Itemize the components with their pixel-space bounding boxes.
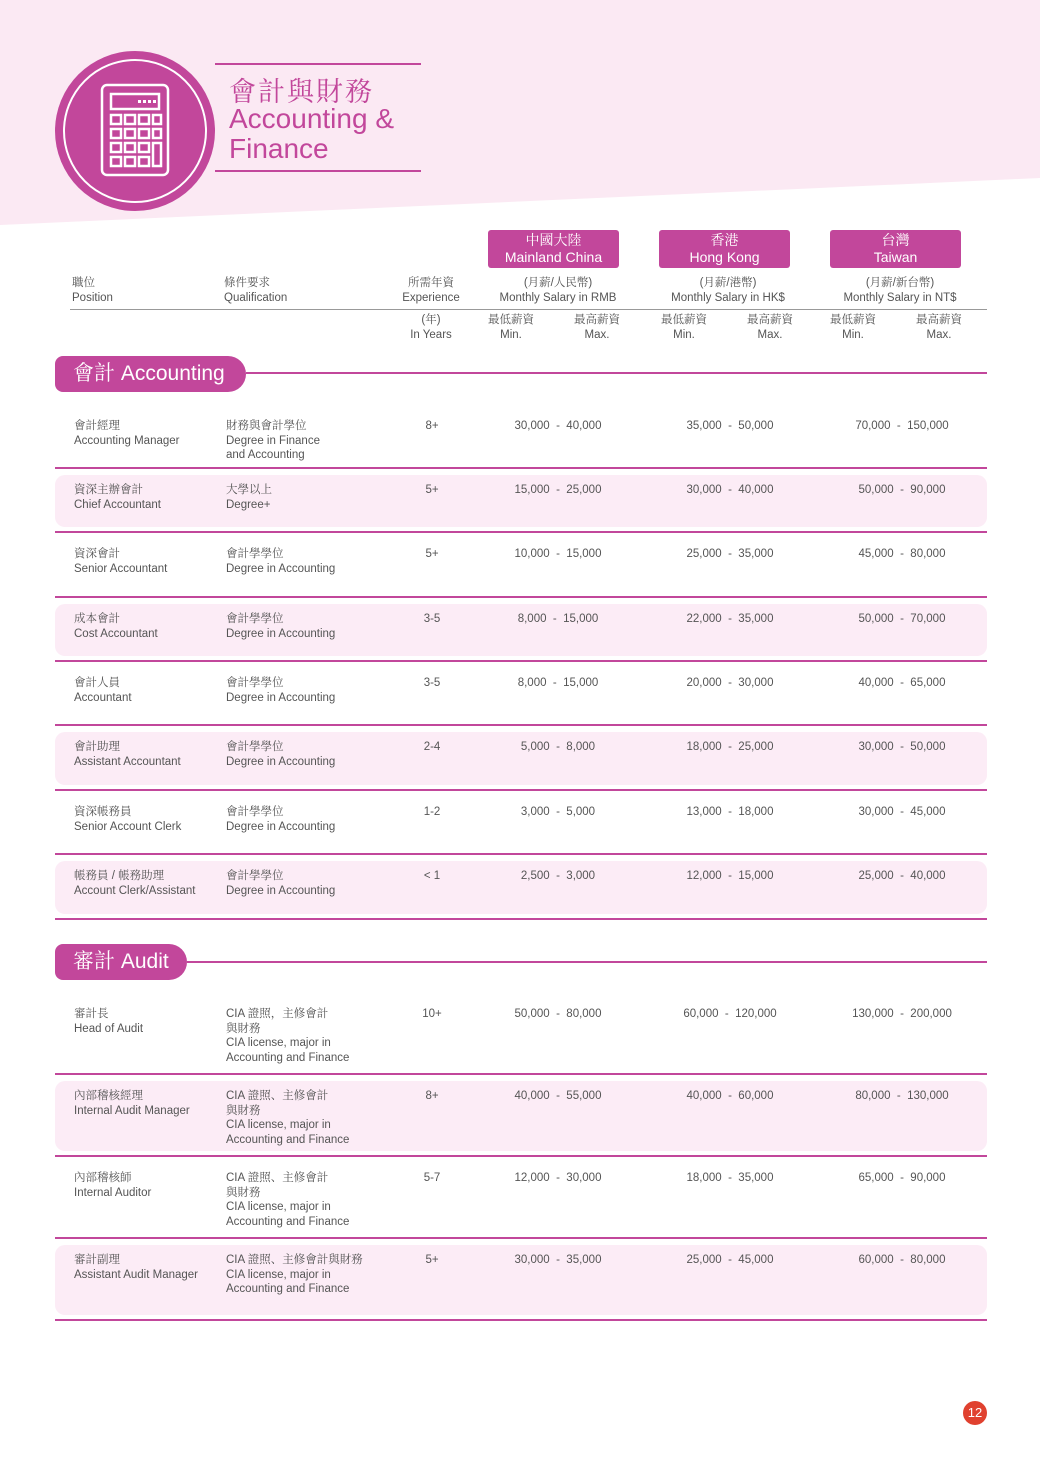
salary-mainland-china: 30,000 - 40,000 — [514, 420, 602, 432]
page-title-en-line2: Finance — [229, 133, 329, 164]
header-divider — [70, 309, 987, 310]
experience-cell: 1-2 — [423, 806, 441, 818]
position-cn: 內部稽核師 — [74, 1172, 132, 1184]
qualification-line: Degree in Accounting — [226, 627, 336, 640]
position-en: Senior Account Clerk — [74, 820, 182, 833]
position-cell — [74, 547, 224, 576]
table-row — [55, 993, 987, 1075]
position-cell — [74, 805, 224, 834]
qualification-line: and Accounting — [226, 449, 305, 461]
qualification-line: 與財務 — [226, 1022, 261, 1035]
header-max — [910, 313, 968, 343]
salary-taiwan: 50,000 - 90,000 — [858, 484, 946, 496]
qualification-line: Accounting and Finance — [226, 1051, 350, 1064]
position-cell — [74, 676, 224, 705]
header-position-cn: 職位 — [72, 277, 95, 289]
salary-taiwan: 50,000 - 70,000 — [858, 613, 946, 625]
min-cn: 最低薪資 — [830, 314, 876, 326]
qualification-line: Degree in Accounting — [226, 691, 336, 704]
salary-unit-cn: (月薪/人民幣) — [523, 277, 593, 289]
region-en: Hong Kong — [689, 249, 760, 265]
region-label-taiwan — [830, 230, 961, 268]
region-label-hong-kong — [659, 230, 790, 268]
qualification-cell — [226, 805, 376, 834]
header-position-en: Position — [72, 292, 113, 304]
max-cn: 最高薪資 — [916, 314, 962, 326]
qualification-cell — [226, 676, 376, 705]
salary-hong-kong: 13,000 - 18,000 — [686, 806, 774, 818]
region-en: Taiwan — [873, 249, 918, 265]
header-salary-rmb — [478, 276, 638, 306]
salary-hong-kong: 12,000 - 15,000 — [686, 870, 774, 882]
max-cn: 最高薪資 — [747, 314, 793, 326]
position-cell — [74, 869, 224, 898]
experience-cell: 8+ — [425, 1090, 439, 1102]
salary-unit-cn: (月薪/港幣) — [699, 277, 757, 289]
qualification-line: 會計學學位 — [226, 677, 284, 689]
salary-mainland-china: 8,000 - 15,000 — [517, 677, 599, 689]
header-experience — [396, 276, 466, 306]
qualification-line: 會計學學位 — [226, 870, 284, 882]
table-row — [55, 405, 987, 469]
position-en: Accounting Manager — [74, 434, 180, 447]
salary-mainland-china: 10,000 - 15,000 — [514, 548, 602, 560]
qualification-line: Degree+ — [226, 498, 271, 511]
min-en: Min. — [500, 329, 522, 341]
table-row — [55, 1075, 987, 1157]
position-cn: 帳務員 / 帳務助理 — [74, 870, 165, 882]
salary-hong-kong: 35,000 - 50,000 — [686, 420, 774, 432]
experience-cell: 8+ — [425, 420, 439, 432]
salary-hong-kong: 30,000 - 40,000 — [686, 484, 774, 496]
qualification-line: 會計學學位 — [226, 613, 284, 625]
position-cn: 會計人員 — [74, 677, 120, 689]
row-divider — [55, 1319, 987, 1321]
page-title-en — [229, 104, 394, 164]
salary-unit-cn: (月薪/新台幣) — [865, 277, 935, 289]
table-row — [55, 791, 987, 855]
position-en: Cost Accountant — [74, 627, 158, 640]
position-en: Chief Accountant — [74, 498, 161, 511]
qualification-line: 會計學學位 — [226, 741, 284, 753]
salary-hong-kong: 40,000 - 60,000 — [686, 1090, 774, 1102]
table-row — [55, 533, 987, 598]
header-salary-ntd — [820, 276, 980, 306]
position-cell — [74, 1253, 224, 1282]
salary-mainland-china: 8,000 - 15,000 — [517, 613, 599, 625]
position-cn: 資深會計 — [74, 548, 120, 560]
header-experience-en: Experience — [402, 292, 460, 304]
section-title-accounting: 會計 Accounting — [55, 356, 246, 392]
salary-unit-en: Monthly Salary in NT$ — [843, 292, 957, 304]
qualification-line: Accounting and Finance — [226, 1215, 350, 1228]
position-en: Head of Audit — [74, 1022, 144, 1035]
salary-hong-kong: 22,000 - 35,000 — [686, 613, 774, 625]
salary-unit-en: Monthly Salary in RMB — [499, 292, 617, 304]
experience-cell: < 1 — [423, 870, 441, 882]
region-cn: 中國大陸 — [525, 232, 582, 248]
region-cn: 香港 — [710, 232, 739, 248]
page-title-cn: 會計與財務 — [229, 77, 374, 107]
salary-taiwan: 30,000 - 50,000 — [858, 741, 946, 753]
salary-taiwan: 65,000 - 90,000 — [858, 1172, 946, 1184]
min-cn: 最低薪資 — [488, 314, 534, 326]
qualification-line: CIA 證照、主修會計 — [226, 1090, 329, 1102]
min-cn: 最低薪資 — [661, 314, 707, 326]
position-cell — [74, 1171, 224, 1200]
header-in-years — [396, 313, 466, 343]
header-min — [824, 313, 882, 343]
experience-cell: 10+ — [422, 1008, 442, 1020]
salary-taiwan: 70,000 - 150,000 — [855, 420, 949, 432]
qualification-line: CIA 證照、主修會計 — [226, 1172, 329, 1184]
calculator-icon — [55, 50, 215, 212]
page-number: 12 — [963, 1401, 987, 1425]
position-en: Accountant — [74, 691, 132, 704]
qualification-line: 與財務 — [226, 1186, 261, 1199]
qualification-line: Degree in Accounting — [226, 884, 336, 897]
position-cn: 成本會計 — [74, 613, 120, 625]
header-min — [655, 313, 713, 343]
position-cn: 資深帳務員 — [74, 806, 132, 818]
qualification-line: CIA 證照，主修會計 — [226, 1008, 329, 1020]
salary-hong-kong: 18,000 - 35,000 — [686, 1172, 774, 1184]
qualification-line: CIA license, major in — [226, 1119, 331, 1131]
position-cell — [74, 740, 224, 769]
header-max — [568, 313, 626, 343]
table-row — [55, 469, 987, 533]
qualification-line: 會計學學位 — [226, 806, 284, 818]
position-cell — [74, 612, 224, 641]
qualification-cell — [226, 547, 376, 576]
max-en: Max. — [757, 329, 783, 341]
salary-hong-kong: 25,000 - 35,000 — [686, 548, 774, 560]
table-row — [55, 855, 987, 920]
qualification-cell — [226, 419, 376, 463]
position-cell — [74, 419, 224, 448]
salary-taiwan: 40,000 - 65,000 — [858, 677, 946, 689]
title-top-rule — [215, 63, 421, 65]
salary-mainland-china: 5,000 - 8,000 — [520, 741, 596, 753]
salary-hong-kong: 60,000 - 120,000 — [683, 1008, 777, 1020]
experience-cell: 5+ — [425, 484, 439, 496]
position-en: Senior Accountant — [74, 562, 168, 575]
header-max — [741, 313, 799, 343]
salary-mainland-china: 2,500 - 3,000 — [520, 870, 596, 882]
salary-hong-kong: 25,000 - 45,000 — [686, 1254, 774, 1266]
region-cn: 台灣 — [881, 232, 910, 248]
page-title-en-line1: Accounting & — [229, 103, 394, 134]
max-cn: 最高薪資 — [574, 314, 620, 326]
section-rule — [246, 372, 987, 374]
salary-mainland-china: 40,000 - 55,000 — [514, 1090, 602, 1102]
position-en: Assistant Audit Manager — [74, 1268, 199, 1281]
min-en: Min. — [673, 329, 695, 341]
position-cn: 資深主辦會計 — [74, 484, 143, 496]
qualification-cell — [226, 1171, 376, 1229]
experience-cell: 2-4 — [423, 741, 441, 753]
section-title-audit: 審計 Audit — [55, 944, 187, 980]
qualification-line: Degree in Finance — [226, 434, 320, 447]
header-years-en: In Years — [410, 329, 452, 341]
qualification-cell — [226, 1007, 376, 1065]
qualification-cell — [226, 612, 376, 641]
qualification-line: Degree in Accounting — [226, 562, 336, 575]
position-cn: 會計經理 — [74, 420, 120, 432]
table-row — [55, 726, 987, 791]
qualification-line: 與財務 — [226, 1104, 261, 1117]
qualification-line: Accounting and Finance — [226, 1133, 350, 1146]
qualification-line: 財務與會計學位 — [226, 420, 307, 432]
table-row — [55, 662, 987, 726]
qualification-line: CIA license, major in — [226, 1201, 331, 1213]
salary-mainland-china: 3,000 - 5,000 — [520, 806, 596, 818]
experience-cell: 5+ — [425, 1254, 439, 1266]
header-salary-hkd — [648, 276, 808, 306]
max-en: Max. — [584, 329, 610, 341]
header-years-cn: (年) — [421, 314, 441, 326]
header-qualification — [224, 276, 287, 306]
qualification-line: CIA license, major in — [226, 1037, 331, 1049]
experience-cell: 3-5 — [423, 613, 441, 625]
salary-taiwan: 25,000 - 40,000 — [858, 870, 946, 882]
position-cn: 審計副理 — [74, 1254, 120, 1266]
position-en: Assistant Accountant — [74, 755, 181, 768]
salary-hong-kong: 20,000 - 30,000 — [686, 677, 774, 689]
salary-unit-en: Monthly Salary in HK$ — [671, 292, 785, 304]
header-qualification-en: Qualification — [224, 292, 288, 304]
qualification-line: Accounting and Finance — [226, 1283, 350, 1295]
region-en: Mainland China — [504, 249, 603, 265]
qualification-line: 會計學學位 — [226, 548, 284, 560]
region-label-mainland-china — [488, 230, 619, 268]
table-row — [55, 598, 987, 662]
header-qualification-cn: 條件要求 — [224, 277, 270, 289]
salary-mainland-china: 15,000 - 25,000 — [514, 484, 602, 496]
salary-mainland-china: 12,000 - 30,000 — [514, 1172, 602, 1184]
experience-cell: 3-5 — [423, 677, 441, 689]
salary-taiwan: 60,000 - 80,000 — [858, 1254, 946, 1266]
position-en: Account Clerk/Assistant — [74, 884, 196, 897]
qualification-cell — [226, 1089, 376, 1147]
salary-taiwan: 80,000 - 130,000 — [855, 1090, 949, 1102]
title-bottom-rule — [215, 170, 421, 172]
qualification-line: 大學以上 — [226, 484, 272, 496]
position-en: Internal Audit Manager — [74, 1104, 190, 1117]
table-row — [55, 1239, 987, 1321]
min-en: Min. — [842, 329, 864, 341]
experience-cell: 5+ — [425, 548, 439, 560]
experience-cell: 5-7 — [423, 1172, 441, 1184]
qualification-cell — [226, 740, 376, 769]
qualification-line: Degree in Accounting — [226, 820, 336, 833]
qualification-line: CIA 證照、主修會計與財務 — [226, 1254, 363, 1266]
position-cn: 會計助理 — [74, 741, 120, 753]
qualification-cell — [226, 1253, 376, 1297]
salary-taiwan: 45,000 - 80,000 — [858, 548, 946, 560]
salary-taiwan: 130,000 - 200,000 — [852, 1008, 952, 1020]
position-en: Internal Auditor — [74, 1186, 152, 1199]
salary-taiwan: 30,000 - 45,000 — [858, 806, 946, 818]
position-cell — [74, 1007, 224, 1036]
qualification-cell — [226, 483, 376, 512]
row-divider — [55, 918, 987, 920]
header-position — [72, 276, 113, 306]
salary-mainland-china: 30,000 - 35,000 — [514, 1254, 602, 1266]
position-cn: 審計長 — [74, 1008, 109, 1020]
qualification-line: CIA license, major in — [226, 1268, 331, 1281]
position-cell — [74, 483, 224, 512]
salary-mainland-china: 50,000 - 80,000 — [514, 1008, 602, 1020]
qualification-cell — [226, 869, 376, 898]
header-min — [482, 313, 540, 343]
header-experience-cn: 所需年資 — [408, 277, 454, 289]
position-cell — [74, 1089, 224, 1118]
qualification-line: Degree in Accounting — [226, 755, 336, 768]
table-row — [55, 1157, 987, 1239]
position-cn: 內部稽核經理 — [74, 1090, 143, 1102]
section-rule — [187, 961, 987, 963]
salary-hong-kong: 18,000 - 25,000 — [686, 741, 774, 753]
max-en: Max. — [926, 329, 952, 341]
